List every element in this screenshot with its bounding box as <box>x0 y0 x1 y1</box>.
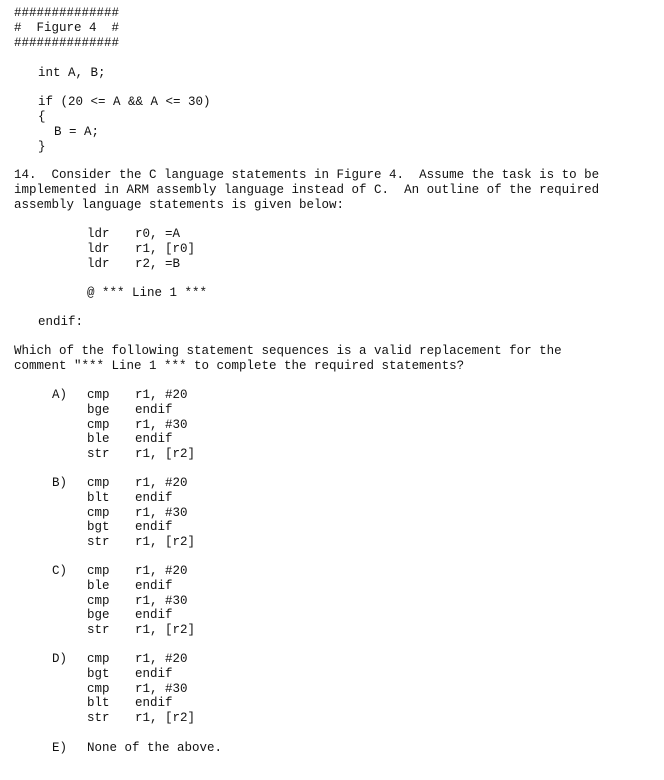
option-b-arg: r1, #30 <box>135 506 188 520</box>
asm-outline-arg: r1, [r0] <box>135 242 196 256</box>
asm-outline-arg: r2, =B <box>135 257 181 271</box>
question-line-2: implemented in ARM assembly language instead of C. An outline of the required <box>14 183 600 197</box>
option-d-arg: r1, [r2] <box>135 711 196 725</box>
option-c-op: cmp <box>87 564 110 578</box>
option-a-arg: r1, #20 <box>135 388 188 402</box>
option-b-arg: endif <box>135 491 173 505</box>
option-a-arg: r1, #30 <box>135 418 188 432</box>
asm-comment: @ *** Line 1 *** <box>87 286 208 300</box>
asm-outline-op: ldr <box>87 242 110 256</box>
option-d-arg: r1, #20 <box>135 652 188 666</box>
prompt-line-1: Which of the following statement sequences is a valid replacement for the <box>14 344 562 358</box>
option-b-op: cmp <box>87 476 110 490</box>
option-a-op: cmp <box>87 418 110 432</box>
c-close-brace: } <box>38 140 46 154</box>
c-declaration: int A, B; <box>38 66 106 80</box>
c-assignment: B = A; <box>54 125 100 139</box>
option-d-op: cmp <box>87 652 110 666</box>
option-b-arg: r1, #20 <box>135 476 188 490</box>
question-line-3: assembly language statements is given below: <box>14 198 345 212</box>
option-b-op: cmp <box>87 506 110 520</box>
option-a-letter: A) <box>52 388 68 402</box>
option-c-arg: endif <box>135 579 173 593</box>
option-c-op: ble <box>87 579 110 593</box>
prompt-line-2: comment "*** Line 1 *** to complete the required statements? <box>14 359 465 373</box>
option-a-arg: endif <box>135 432 173 446</box>
c-if-statement: if (20 <= A && A <= 30) <box>38 95 211 109</box>
option-c-arg: r1, #30 <box>135 594 188 608</box>
option-a-op: bge <box>87 403 110 417</box>
option-e-letter: E) <box>52 741 68 755</box>
asm-outline-arg: r0, =A <box>135 227 181 241</box>
option-b-op: bgt <box>87 520 110 534</box>
asm-endif-label: endif: <box>38 315 84 329</box>
figure-title: # Figure 4 # <box>14 21 120 35</box>
option-c-op: str <box>87 623 110 637</box>
figure-border-top: ############## <box>14 6 120 20</box>
option-a-op: ble <box>87 432 110 446</box>
option-c-op: bge <box>87 608 110 622</box>
option-c-arg: endif <box>135 608 173 622</box>
option-a-arg: r1, [r2] <box>135 447 196 461</box>
figure-border-bottom: ############## <box>14 36 120 50</box>
asm-outline-op: ldr <box>87 257 110 271</box>
option-d-op: cmp <box>87 682 110 696</box>
option-c-arg: r1, [r2] <box>135 623 196 637</box>
option-d-op: blt <box>87 696 110 710</box>
option-b-arg: r1, [r2] <box>135 535 196 549</box>
option-b-op: str <box>87 535 110 549</box>
option-a-op: str <box>87 447 110 461</box>
option-d-arg: r1, #30 <box>135 682 188 696</box>
option-d-arg: endif <box>135 667 173 681</box>
option-b-op: blt <box>87 491 110 505</box>
option-d-op: bgt <box>87 667 110 681</box>
option-a-op: cmp <box>87 388 110 402</box>
question-line-1: 14. Consider the C language statements in Figure 4. Assume the task is to be <box>14 168 600 182</box>
option-d-letter: D) <box>52 652 68 666</box>
option-c-arg: r1, #20 <box>135 564 188 578</box>
option-d-op: str <box>87 711 110 725</box>
option-c-letter: C) <box>52 564 68 578</box>
asm-outline-op: ldr <box>87 227 110 241</box>
option-a-arg: endif <box>135 403 173 417</box>
option-c-op: cmp <box>87 594 110 608</box>
c-open-brace: { <box>38 110 46 124</box>
option-e-text: None of the above. <box>87 741 223 755</box>
option-d-arg: endif <box>135 696 173 710</box>
option-b-letter: B) <box>52 476 68 490</box>
option-b-arg: endif <box>135 520 173 534</box>
